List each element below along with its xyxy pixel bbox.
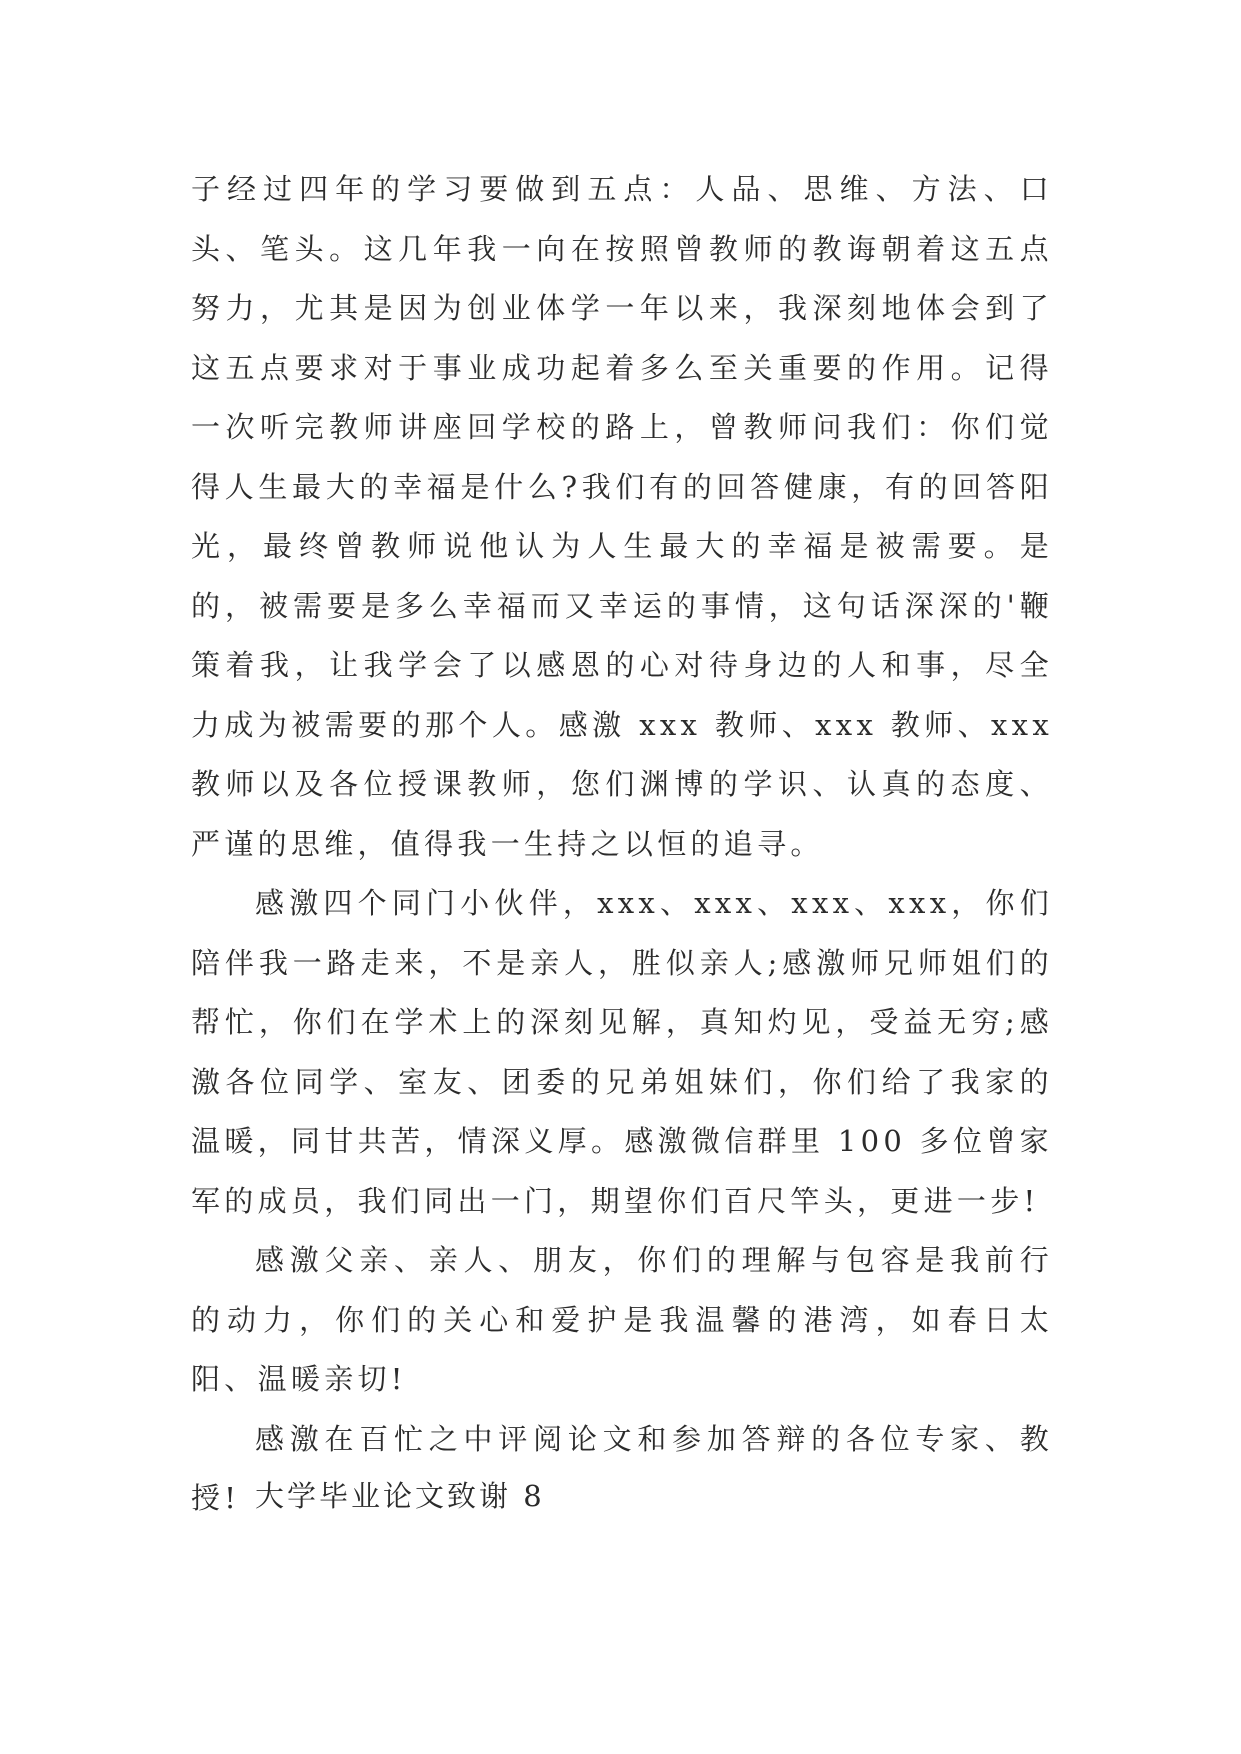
section-title: 大学毕业论文致谢 8	[255, 1479, 545, 1513]
paragraph-thanks-family: 感激父亲、亲人、朋友，你们的理解与包容是我前行的动力，你们的关心和爱护是我温馨的港湾，如春日太阳、温暖亲切!	[191, 1243, 1053, 1396]
paragraph-thanks-experts: 感激在百忙之中评阅论文和参加答辩的各位专家、教授!	[191, 1421, 1053, 1515]
paragraph-thanks-classmates: 感激四个同门小伙伴，xxx、xxx、xxx、xxx，你们陪伴我一路走来，不是亲人，胜似亲人;感激师兄师姐们的帮忙，你们在学术上的深刻见解，真知灼见，受益无穷;感激各位同学、室友、团委的兄弟姐妹们，你们给了我家的温暖，同甘共苦，情深义厚。感激微信群里 100 多位曾家军的成员，我们同出一门，期望你们百尺竿头，更进一步!	[191, 886, 1053, 1218]
document-body	[191, 160, 1053, 1529]
paragraph-continued: 子经过四年的学习要做到五点：人品、思维、方法、口头、笔头。这几年我一向在按照曾教师的教诲朝着这五点努力，尤其是因为创业体学一年以来，我深刻地体会到了这五点要求对于事业成功起着多么至关重要的作用。记得一次听完教师讲座回学校的路上，曾教师问我们：你们觉得人生最大的幸福是什么?我们有的回答健康，有的回答阳光，最终曾教师说他认为人生最大的幸福是被需要。是的，被需要是多么幸福而又幸运的事情，这句话深深的'鞭策着我，让我学会了以感恩的心对待身边的人和事，尽全力成为被需要的那个人。感激 xxx 教师、xxx 教师、xxx 教师以及各位授课教师，您们渊博的学识、认真的态度、严谨的思维，值得我一生持之以恒的追寻。	[191, 172, 1053, 861]
